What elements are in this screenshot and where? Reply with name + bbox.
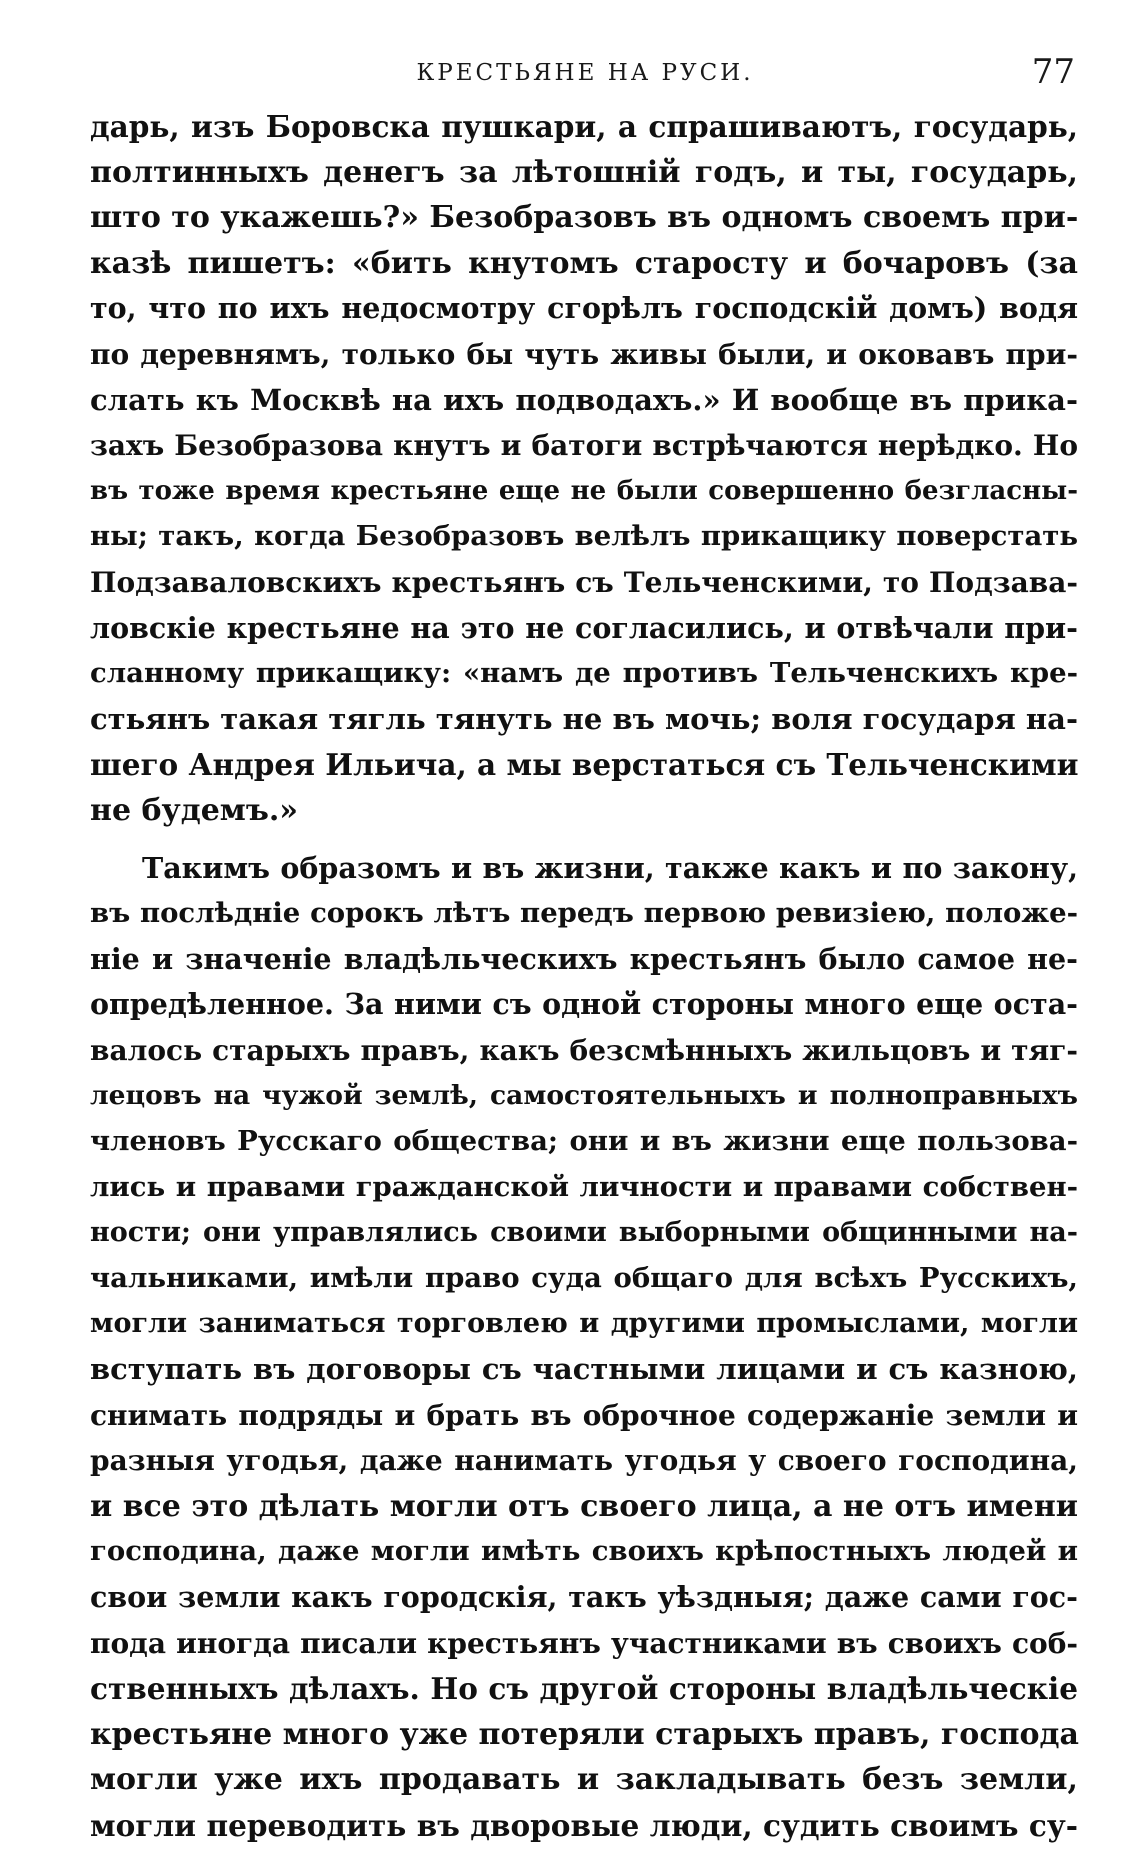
text-line: Подзаваловскихъ крестьянъ съ Тельченскими, то Подзава-: [90, 565, 1078, 599]
text-line: Такимъ образомъ и въ жизни, также какъ и по закону,: [142, 850, 1078, 885]
text-line: могли уже ихъ продавать и закладывать безъ земли,: [90, 1762, 1078, 1798]
text-line: валось старыхъ правъ, какъ безсмѣнныхъ жильцовъ и тяг-: [90, 1033, 1078, 1067]
text-line: не будемъ.»: [90, 792, 299, 828]
text-line: могли заниматься торговлею и другими промыслами, могли: [90, 1308, 1078, 1340]
text-line: што то укажешь?» Безобразовъ въ одномъ своемъ при-: [90, 200, 1079, 236]
text-line: опредѣленное. За ними съ одной стороны много еще оста-: [90, 987, 1078, 1022]
page-number: 77: [1031, 52, 1075, 92]
text-line: по деревнямъ, только бы чуть живы были, и оковавъ при-: [90, 337, 1078, 371]
text-line: ственныхъ дѣлахъ. Но съ другой стороны владѣльческіе: [90, 1671, 1078, 1707]
text-line: пода иногда писали крестьянъ участниками въ своихъ соб-: [90, 1626, 1078, 1660]
text-line: господина, даже могли имѣть своихъ крѣпостныхъ людей и: [90, 1535, 1078, 1568]
text-line: полтинныхъ денегъ за лѣтошній годъ, и ты, государь,: [90, 154, 1078, 190]
text-line: шего Андрея Ильича, а мы верстаться съ Тельченскими: [90, 747, 1079, 783]
text-line: снимать подряды и брать въ оброчное содержаніе земли и: [90, 1398, 1078, 1432]
text-line: ности; они управлялись своими выборными общинными на-: [90, 1217, 1078, 1249]
text-line: могли переводить въ дворовые люди, судить своимъ су-: [90, 1807, 1078, 1843]
running-title: КРЕСТЬЯНЕ НА РУСИ.: [416, 60, 754, 86]
text-line: ловскіе крестьяне на это не согласились, и отвѣчали при-: [90, 610, 1078, 645]
text-line: вступать въ договоры съ частными лицами и съ казною,: [90, 1352, 1078, 1387]
text-line: въ послѣдніе сорокъ лѣтъ передъ первою ревизіею, положе-: [90, 897, 1078, 930]
text-line: свои земли какъ городскія, такъ уѣздныя; даже сами гос-: [90, 1580, 1078, 1614]
text-line: чальниками, имѣли право суда общаго для всѣхъ Русскихъ,: [90, 1261, 1078, 1294]
text-line: лецовъ на чужой землѣ, самостоятельныхъ и полноправныхъ: [90, 1080, 1078, 1112]
text-line: ніе и значеніе владѣльческихъ крестьянъ было самое не-: [90, 941, 1078, 976]
text-line: членовъ Русскаго общества; они и въ жизни еще пользова-: [90, 1125, 1078, 1158]
text-line: сланному прикащику: «намъ де противъ Тельченскихъ кре-: [90, 657, 1078, 690]
text-line: лись и правами гражданской личности и правами собствен-: [90, 1170, 1078, 1203]
paragraph-gap: [90, 834, 1078, 846]
text-line: разныя угодья, даже нанимать угодья у своего господина,: [90, 1444, 1078, 1478]
text-line: дарь, изъ Боровска пушкари, а спрашиваютъ, государь,: [90, 109, 1078, 144]
text-line: захъ Безобразова кнутъ и батоги встрѣчаются нерѣдко. Но: [90, 429, 1078, 463]
text-line: въ тоже время крестьяне еще не были совершенно безгласны-: [90, 475, 1078, 506]
text-line: стьянъ такая тягль тянуть не въ мочь; воля государя на-: [90, 701, 1078, 736]
text-line: то, что по ихъ недосмотру сгорѣлъ господскій домъ) водя: [90, 291, 1078, 326]
text-line: казѣ пишетъ: «бить кнутомъ старосту и бочаровъ (за: [90, 245, 1078, 281]
text-line: слать къ Москвѣ на ихъ подводахъ.» И вообще въ прика-: [90, 382, 1078, 417]
page-header: [95, 52, 1075, 92]
text-line: ны; такъ, когда Безобразовъ велѣлъ прикащику поверстать: [90, 520, 1078, 553]
paragraph-1: [90, 104, 1078, 834]
body-text: [90, 104, 1078, 1849]
paragraph-2: [90, 846, 1078, 1849]
text-line: крестьяне много уже потеряли старыхъ правъ, господа: [90, 1716, 1079, 1752]
text-line: и все это дѣлать могли отъ своего лица, а не отъ имени: [90, 1488, 1079, 1524]
